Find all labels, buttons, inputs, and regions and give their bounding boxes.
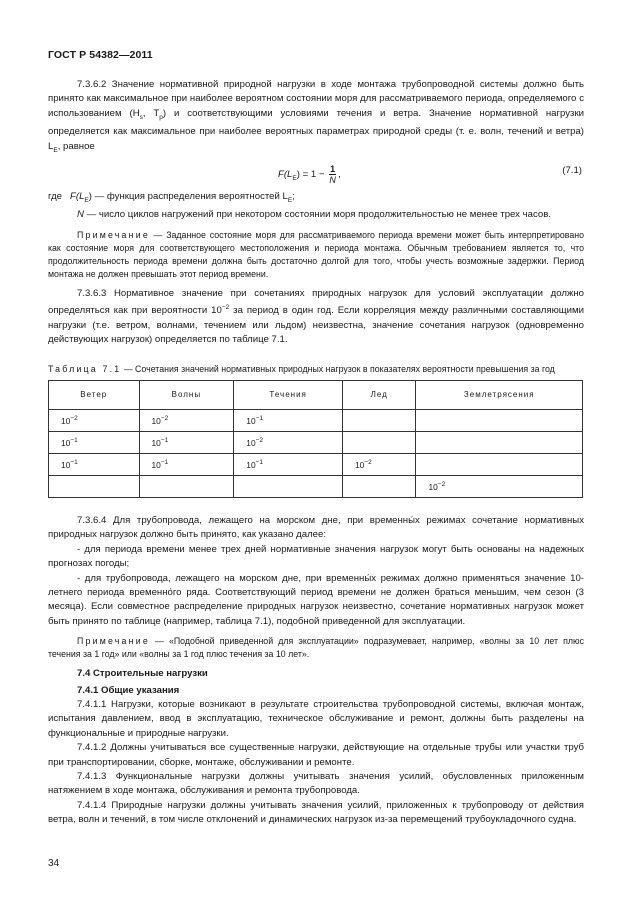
page-number: 34 (48, 858, 60, 869)
table-caption: Таблица 7.1 — Сочетания значений нормативных природных нагрузок в показателях вероятности превышения за год (48, 364, 555, 375)
paragraph-7362: 7.3.6.2 Значение нормативной природной нагрузки в ходе монтажа трубопроводной системы должно быть принято как максимальное при наиболее вероятном состоянии моря для рассматриваемого периода, определяемого с использованием ($H_s$, $T_p$) и соответствующими условиями течения и ветра. Значение нормативной нагрузки определяется как максимальное при наиболее вероятных параметрах природной среды (т. е. волн, течений и ветра) $L_E$, равное (48, 79, 584, 154)
table-cell: $10^{-2}$ (49, 409, 140, 431)
table-row (49, 409, 583, 431)
table-header-cell: Волны (139, 380, 234, 409)
table-header-cell: Ветер (49, 380, 140, 409)
document-body (48, 78, 584, 828)
table-cell: $10^{-1}$ (234, 409, 343, 431)
table-cell (343, 475, 416, 497)
paragraph-7364-item-2: - для трубопровода, лежащего на морском дне, при временны́х режимах должно применяться значение 10-летнего периода временно́го ряда. Соответствующий период времени не должен браться меньшим, чем сезон (3 месяца). Если совместное распределение природных нагрузок неизвестно, сочетание нормативных нагрузок может быть принято по таблице (например, таблица 7.1), подобной приведенной для эксплуатации. (48, 572, 584, 627)
table-cell (343, 409, 416, 431)
table-cell: $10^{-1}$ (234, 453, 343, 475)
where-n-definition: N — число циклов нагружений при некотором состоянии моря продолжительностью не менее трех часов. (77, 209, 551, 221)
subsection-title-7-4-1: 7.4.1 Общие указания (77, 684, 180, 696)
formula-number: (7.1) (562, 164, 582, 176)
note-1: Примечание — Заданное состояние моря для рассматриваемого периода времени может быть интерпретировано как состояние моря для соответствующего местоположения и периода монтажа. Обычным требованием является то, что продолжительность периода времени должна быть достаточно долгой для того, чтобы учесть возможные задержки. Период монтажа не должен превышать этот период времени. (48, 229, 584, 279)
table-cell (416, 431, 583, 453)
table-cell (416, 453, 583, 475)
paragraph-7414: 7.4.1.4 Природные нагрузки должны учитывать значения усилий, приложенных к трубопроводу от действия ветра, волн и течений, в том числе отклонений и динамических нагрузок из-за перемещений трубоукладочного судна. (48, 799, 584, 826)
formula-expression: $F(L_E) = 1$ − $\frac{1}{N}$ , (278, 163, 341, 185)
formula-fraction: $\frac{1}{N}$ (329, 163, 336, 185)
section-title-7-4: 7.4 Строительные нагрузки (77, 668, 208, 680)
paragraph-7364: 7.3.6.4 Для трубопровода, лежащего на морском дне, при временны́х режимах сочетание нормативных природных нагрузок должно быть принято, как указано далее: (48, 514, 584, 541)
table-cell: $10^{-2}$ (343, 453, 416, 475)
paragraph-7411: 7.4.1.1 Нагрузки, которые возникают в результате строительства трубопроводной системы, включая монтаж, испытания давлением, ввод в эксплуатацию, техническое обслуживание и ремонт, должны быть разделены на функциональные и природные нагрузки. (48, 698, 584, 739)
table-cell: $10^{-1}$ (139, 453, 234, 475)
table-cell: $10^{-2}$ (139, 409, 234, 431)
table-cell: $10^{-2}$ (416, 475, 583, 497)
table-cell: $10^{-1}$ (139, 431, 234, 453)
table-header-cell: Течения (234, 380, 343, 409)
load-combination-table (48, 380, 583, 498)
note-2: Примечание — «Подобной приведенной для эксплуатации» подразумевает, например, «волны за 10 лет плюс течения за 1 год» или «волны за 1 год плюс течения за 10 лет». (48, 636, 584, 660)
paragraph-7364-item-1: - для периода времени менее трех дней нормативные значения нагрузок могут быть основаны на надежных прогнозах погоды; (48, 543, 584, 570)
paragraph-7412: 7.4.1.2 Должны учитываться все существенные нагрузки, действующие на отдельные трубы или участки труб при транспортировании, сборке, монтаже, обслуживании и ремонте. (48, 742, 584, 768)
table-cell (343, 431, 416, 453)
paragraph-7413: 7.4.1.3 Функциональные нагрузки должны учитывать значения усилий, обусловленных приложенным натяжением в ходе монтажа, обслуживания и ремонта трубопровода. (48, 770, 584, 797)
table-cell: $10^{-1}$ (49, 431, 140, 453)
where-definitions: где $F(L_E)$ — функция распределения вероятностей $L_E$; (48, 190, 295, 204)
standard-header: ГОСТ Р 54382—2011 (48, 49, 153, 61)
table-cell: $10^{-1}$ (49, 453, 140, 475)
table-header-cell: Лед (343, 380, 416, 409)
table-cell (139, 475, 234, 497)
table-header-cell: Землетрясения (416, 380, 583, 409)
table-cell: $10^{-2}$ (234, 431, 343, 453)
table-row (49, 453, 583, 475)
paragraph-7363: 7.3.6.3 Нормативное значение при сочетаниях природных нагрузок для условий эксплуатации должно определяться как при вероятности $10^{-2}$ за период в один год. Если корреляция между различными составляющими нагрузки (т.е. ветром, волнами, течением или льдом) неизвестна, значение сочетания нагрузок (одновременно действующих нагрузок) определяется по таблице 7.1. (48, 287, 584, 345)
table-cell (416, 409, 583, 431)
table-row (49, 431, 583, 453)
table-cell (49, 475, 140, 497)
table-header-row (49, 380, 583, 409)
table-cell (234, 475, 343, 497)
formula-7-1 (48, 160, 584, 190)
table-row (49, 475, 583, 497)
